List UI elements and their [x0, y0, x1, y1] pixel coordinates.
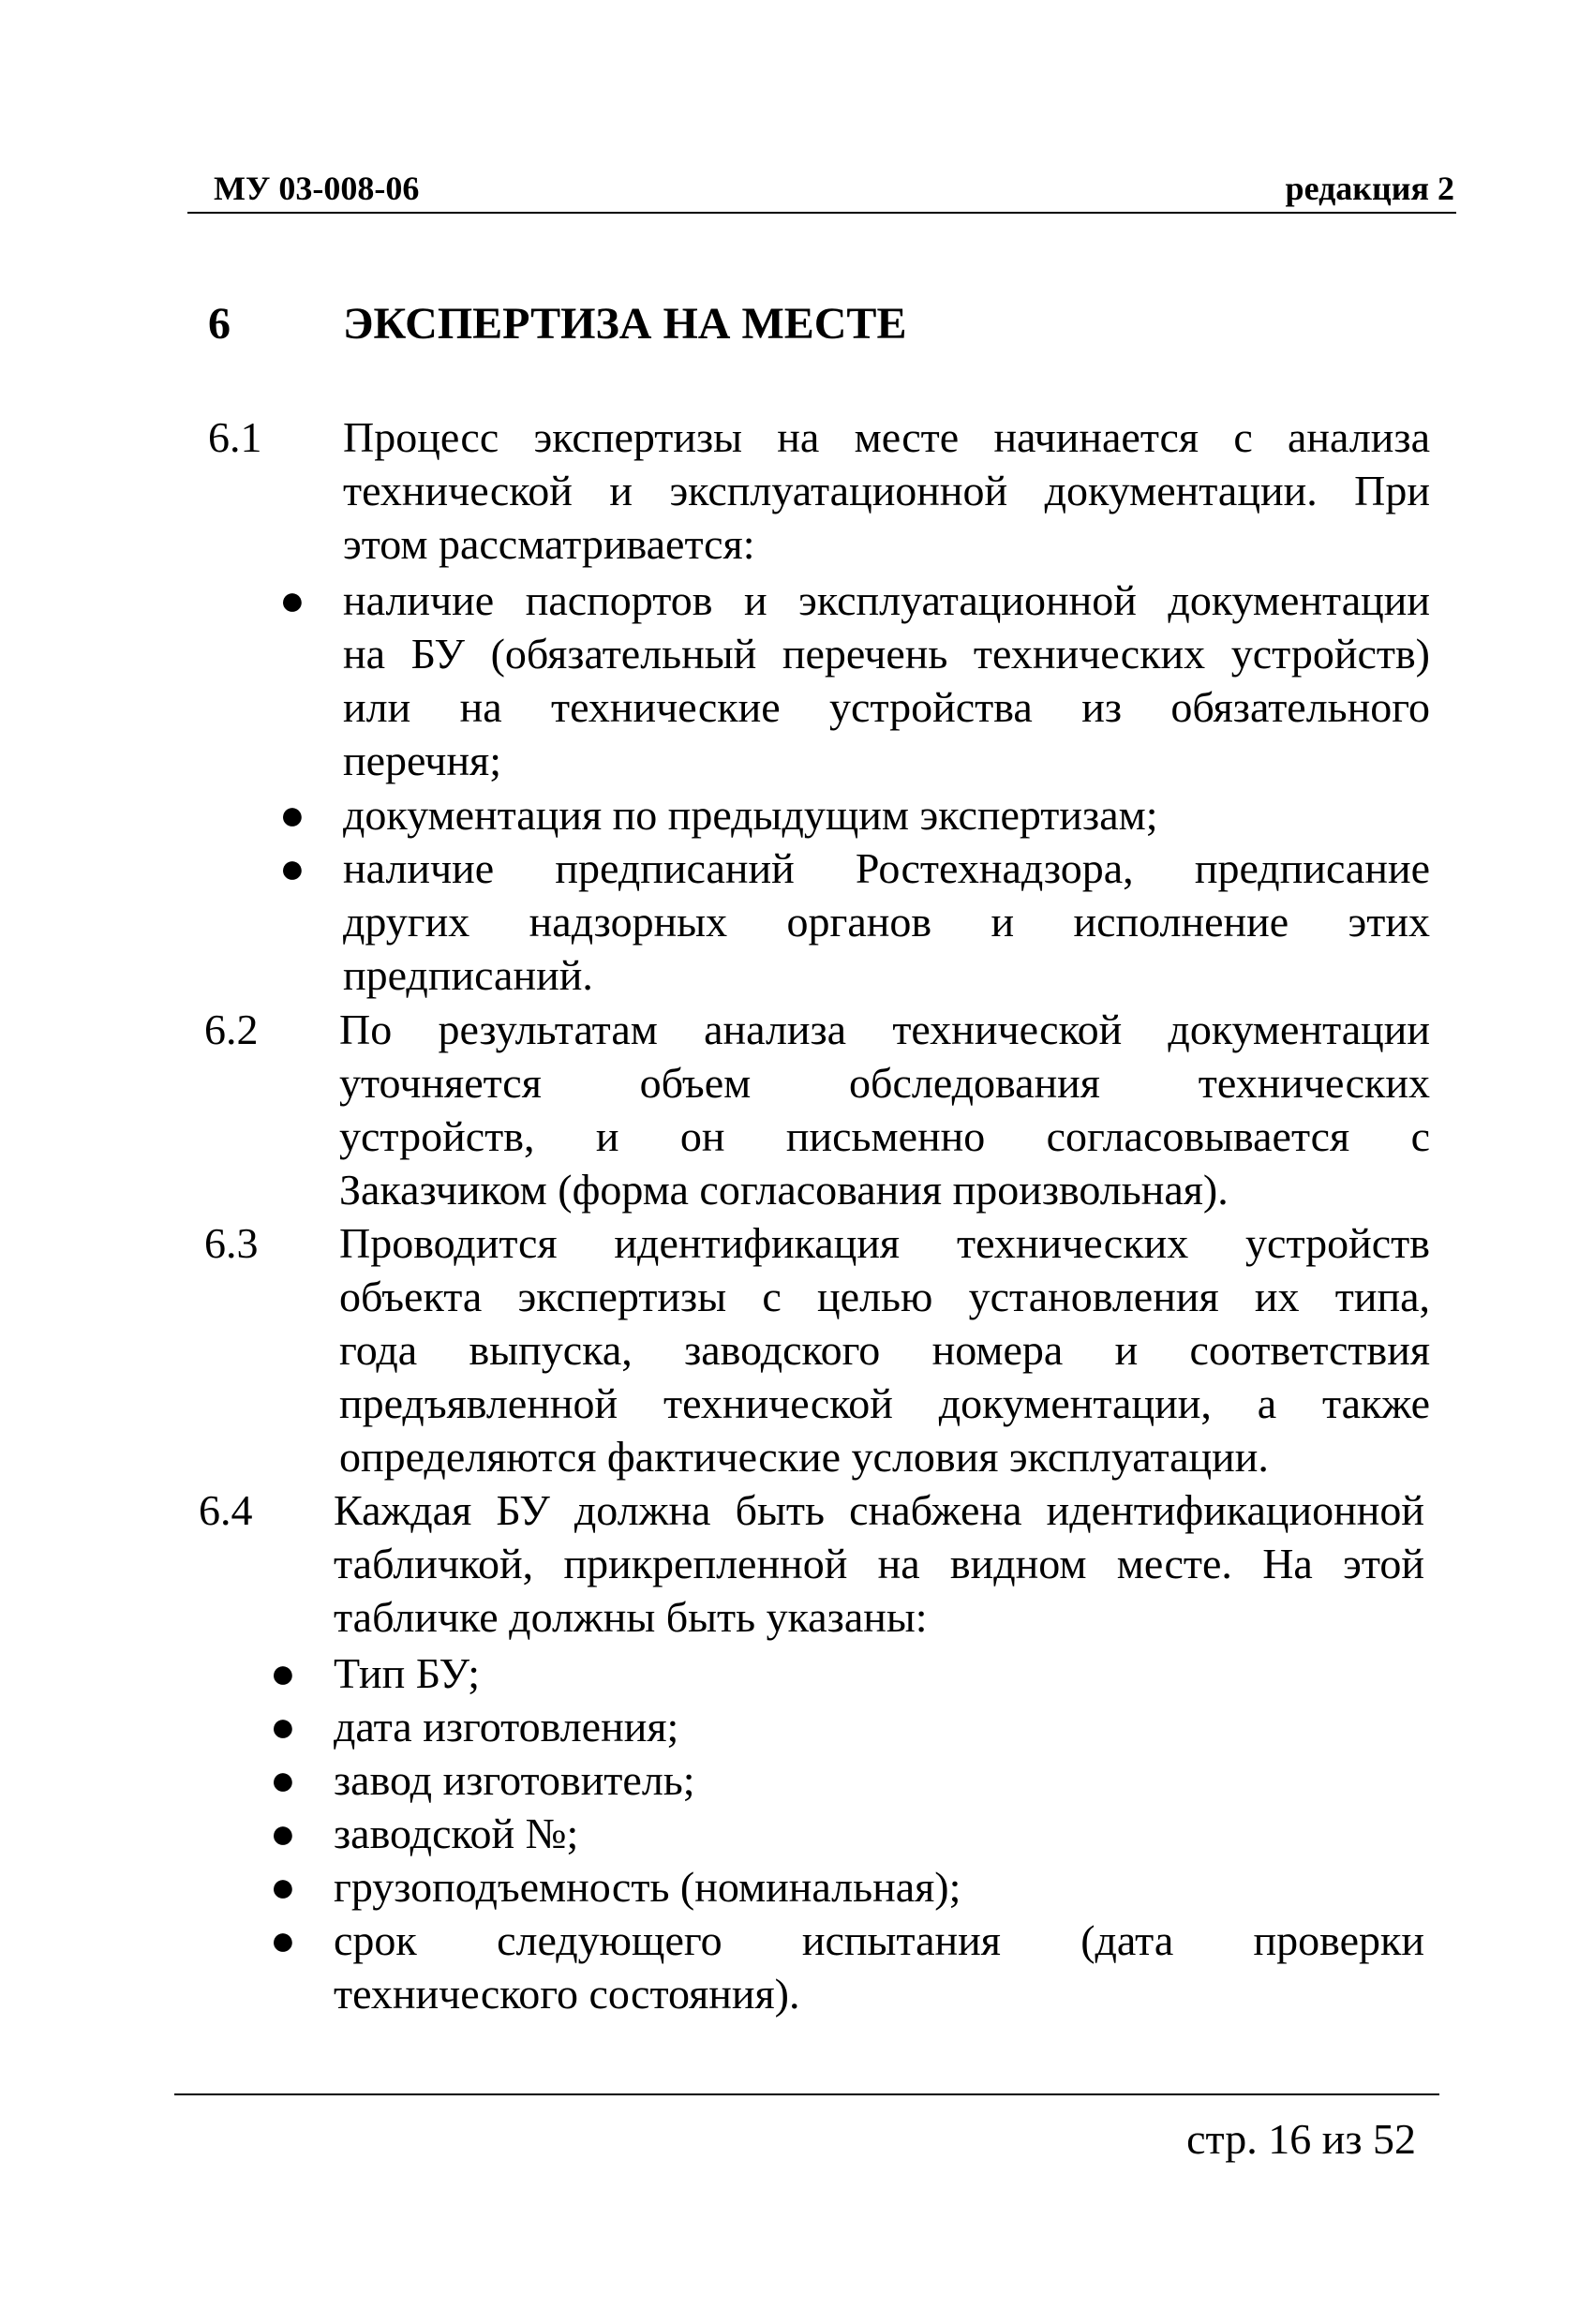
- paragraph-line: табличке должны быть указаны:: [334, 1593, 928, 1641]
- paragraph-6-3: [204, 1216, 1430, 1483]
- header-rule: [187, 212, 1456, 214]
- list-item: [270, 1914, 1424, 2020]
- list-item-line: предписаний.: [343, 951, 593, 999]
- list-item-line: на БУ (обязательный перечень технических устройств): [343, 630, 1430, 678]
- section-number: 6: [208, 299, 231, 349]
- paragraph-line: Заказчиком (форма согласования произвольная).: [339, 1166, 1229, 1214]
- bullet-icon: ●: [270, 1810, 296, 1857]
- bullet-icon: ●: [279, 791, 305, 839]
- bullet-icon: ●: [270, 1703, 296, 1750]
- list-item: [270, 1860, 1424, 1914]
- list-item-line: заводской №;: [334, 1810, 579, 1857]
- list-item-line: завод изготовитель;: [334, 1756, 695, 1804]
- paragraph-line: Процесс экспертизы на месте начинается с анализа: [343, 413, 1430, 461]
- paragraph-number: 6.1: [208, 413, 262, 461]
- edition-label: редакция 2: [1285, 170, 1454, 207]
- list-item: [279, 788, 1430, 842]
- bullet-icon: ●: [270, 1649, 296, 1697]
- paragraph-number: 6.3: [204, 1219, 259, 1267]
- list-item-line: Тип БУ;: [334, 1649, 481, 1697]
- list-item: [279, 842, 1430, 1002]
- paragraph-6-2: [204, 1003, 1430, 1216]
- paragraph-line: Проводится идентификация технических устройств: [339, 1219, 1430, 1267]
- list-item: [270, 1753, 1424, 1807]
- list-item: [270, 1646, 1424, 1700]
- bullet-icon: ●: [279, 844, 305, 892]
- paragraph-line: определяются фактические условия эксплуатации.: [339, 1433, 1269, 1481]
- bullet-icon: ●: [270, 1863, 296, 1911]
- page-header: [187, 169, 1454, 208]
- list-item-line: дата изготовления;: [334, 1703, 679, 1750]
- paragraph-line: Каждая БУ должна быть снабжена идентификационной: [334, 1486, 1424, 1534]
- footer-rule: [174, 2093, 1439, 2095]
- paragraph-line: уточняется объем обследования технических: [339, 1059, 1430, 1107]
- paragraph-number: 6.4: [199, 1486, 253, 1534]
- paragraph-line: года выпуска, заводского номера и соответствия: [339, 1326, 1430, 1374]
- bullet-icon: ●: [270, 1916, 296, 1964]
- paragraph-line: устройств, и он письменно согласовывается с: [339, 1112, 1430, 1160]
- paragraph-line: табличкой, прикрепленной на видном месте. На этой: [334, 1540, 1424, 1587]
- bullet-icon: ●: [279, 576, 305, 624]
- list-item: [270, 1807, 1424, 1860]
- list-item-line: грузоподъемность (номинальная);: [334, 1863, 961, 1911]
- list-item: [270, 1700, 1424, 1753]
- list-item-line: технического состояния).: [334, 1970, 800, 2018]
- list-item-line: или на технические устройства из обязательного: [343, 683, 1430, 731]
- paragraph-6-4: [199, 1483, 1424, 1644]
- list-item-line: документация по предыдущим экспертизам;: [343, 791, 1158, 839]
- paragraph-line: объекта экспертизы с целью установления их типа,: [339, 1273, 1430, 1320]
- list-item-line: других надзорных органов и исполнение этих: [343, 898, 1430, 946]
- paragraph-line: По результатам анализа технической документации: [339, 1006, 1430, 1053]
- document-code: МУ 03-008-06: [214, 170, 420, 207]
- paragraph-line: предъявленной технической документации, а также: [339, 1379, 1430, 1427]
- list-item-line: срок следующего испытания (дата проверки: [334, 1916, 1424, 1964]
- page-number: стр. 16 из 52: [1186, 2115, 1416, 2163]
- paragraph-line: технической и эксплуатационной документации. При: [343, 467, 1430, 514]
- paragraph-number: 6.2: [204, 1006, 259, 1053]
- list-item: [279, 574, 1430, 787]
- bullet-icon: ●: [270, 1756, 296, 1804]
- list-item-line: наличие предписаний Ростехнадзора, предписание: [343, 844, 1430, 892]
- paragraph-6-1: [208, 410, 1430, 571]
- list-item-line: наличие паспортов и эксплуатационной документации: [343, 576, 1430, 624]
- list-item-line: перечня;: [343, 737, 501, 784]
- section-title: ЭКСПЕРТИЗА НА МЕСТЕ: [343, 299, 907, 349]
- paragraph-line: этом рассматривается:: [343, 520, 755, 568]
